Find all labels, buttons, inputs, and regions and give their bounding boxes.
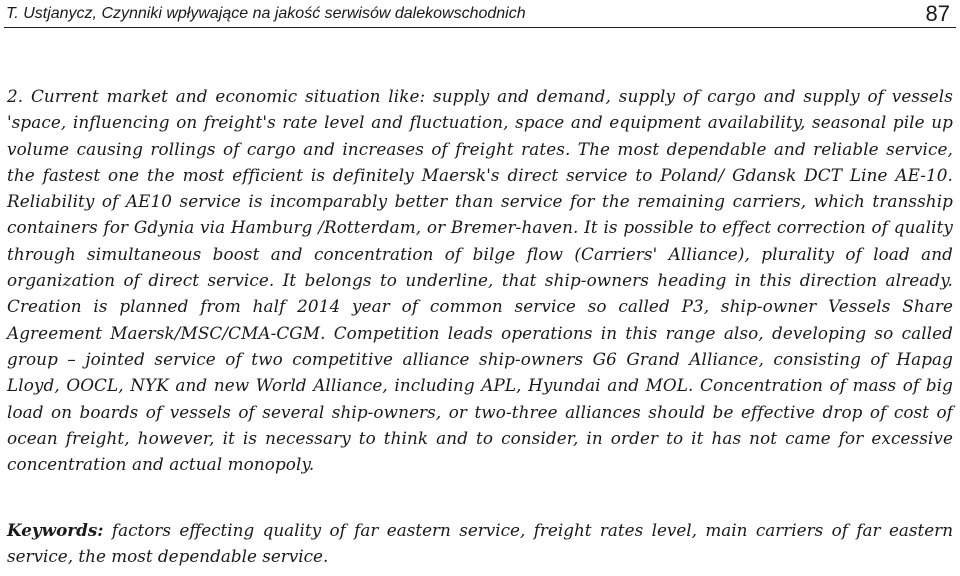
running-header [4,0,956,28]
keywords-section [7,517,953,570]
header-title: T. Ustjanycz, Czynniki wpływające na jakość serwisów dalekowschodnich [6,4,526,22]
keywords-label: Keywords: [7,520,104,540]
body-paragraph: 2. Current market and economic situation like: supply and demand, supply of cargo and supply of vessels 'space, influencing on freight's rate level and fluctuation, space and equipment availability, seasonal pile up volume causing rollings of cargo and increases of freight rates. The most dependable and reliable service, the fastest one the most efficient is definitely Maersk's direct service to Poland/ Gdansk DCT Line AE-10. Reliability of AE10 service is incomparably better than service for the remaining carriers, which transship containers for Gdynia via Hamburg /Rotterdam, or Bremer-haven. It is possible to effect correction of quality through simultaneous boost and concentration of bilge flow (Carriers' Alliance), plurality of load and organization of direct service. It belongs to underline, that ship-owners heading in this direction already. Creation is planned from half 2014 year of common service so called P3, ship-owner Vessels Share Agreement Maersk/MSC/CMA-CGM. Competition leads operations in this range also, developing so called group – jointed service of two competitive alliance ship-owners G6 Grand Alliance, consisting of Hapag Lloyd, OOCL, NYK and new World Alliance, including APL, Hyundai and MOL. Concentration of mass of big load on boards of vessels of several ship-owners, or two-three alliances should be effective drop of cost of ocean freight, however, it is necessary to think and to consider, in order to it has not came for excessive concentration and actual monopoly. [7,86,953,475]
keywords-text: factors effecting quality of far eastern service, freight rates level, main carriers of far eastern service, the most dependable service. [7,520,953,567]
page-number: 87 [925,0,950,26]
